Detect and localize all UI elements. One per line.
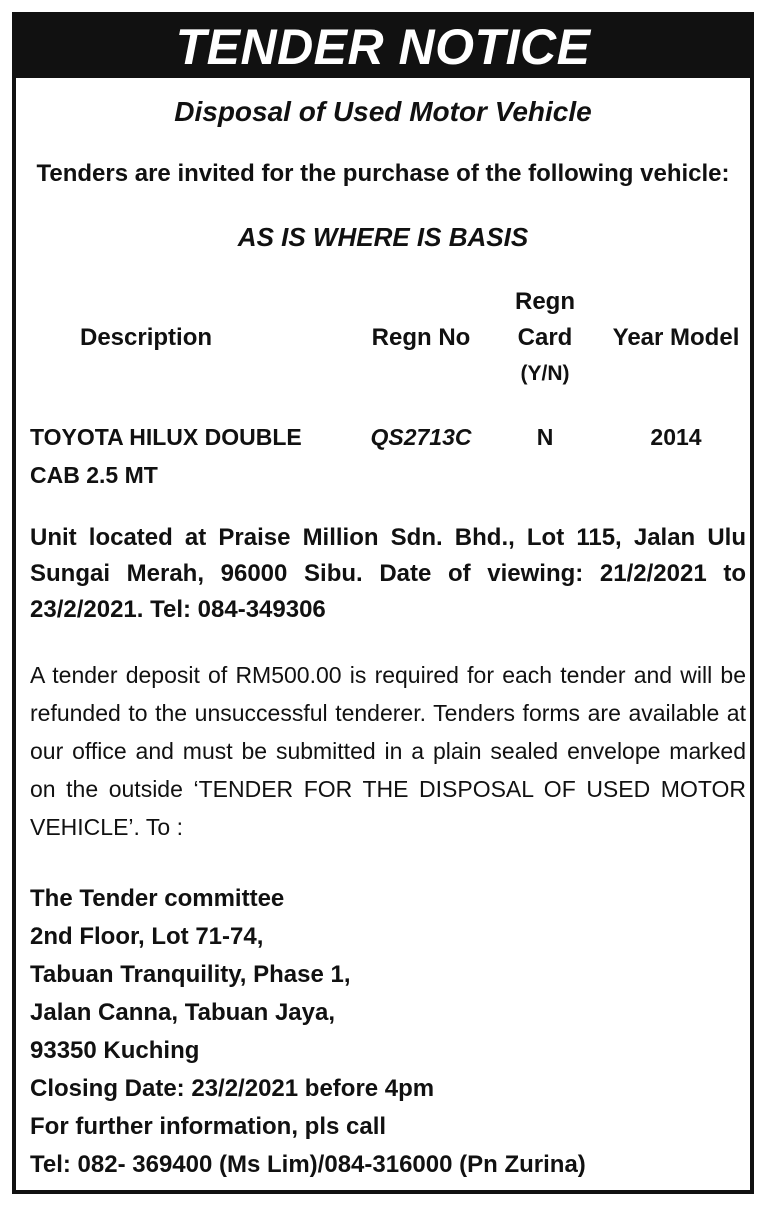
row-description-line1: TOYOTA HILUX DOUBLE <box>30 424 302 450</box>
header-regn-card <box>494 284 596 392</box>
address-line2: 2nd Floor, Lot 71-74, <box>30 923 264 950</box>
notice-frame <box>12 12 754 1194</box>
deposit-paragraph: A tender deposit of RM500.00 is required for each tender and will be refunded to the unsuccessful tenderer. Tenders forms are available at our office and must be submitted in a plain sealed envelope marked on the outside ‘TENDER FOR THE DISPOSAL OF USED MOTOR VEHICLE’. To : <box>30 662 746 840</box>
header-regn-card-line2: Card <box>517 324 573 351</box>
header-description: Description <box>79 324 213 351</box>
row-description-line2: CAB 2.5 MT <box>30 462 158 488</box>
basis-text: AS IS WHERE IS BASIS <box>237 222 529 252</box>
address-line3: Tabuan Tranquility, Phase 1, <box>30 961 351 988</box>
notice-subtitle: Disposal of Used Motor Vehicle <box>174 96 592 127</box>
header-year-model: Year Model <box>612 324 740 351</box>
address-line4: Jalan Canna, Tabuan Jaya, <box>30 999 336 1026</box>
title-banner <box>16 16 750 78</box>
address-block <box>30 880 746 1184</box>
header-regn-card-line3: (Y/N) <box>520 362 570 385</box>
address-line5: 93350 Kuching <box>30 1037 200 1064</box>
address-line1: The Tender committee <box>30 885 285 912</box>
row-regn-card: N <box>536 424 554 450</box>
header-regn-card-line1: Regn <box>515 288 575 315</box>
notice-title: TENDER NOTICE <box>175 19 591 75</box>
row-regn-no: QS2713C <box>370 424 472 450</box>
closing-date: Closing Date: 23/2/2021 before 4pm <box>30 1075 435 1102</box>
location-paragraph: Unit located at Praise Million Sdn. Bhd., Lot 115, Jalan Ulu Sungai Merah, 96000 Sibu. Date of viewing: 21/2/2021 to 23/2/2021. Tel: 084-349306 <box>30 524 746 623</box>
row-year-model: 2014 <box>650 424 702 450</box>
contact-tel: Tel: 082- 369400 (Ms Lim)/084-316000 (Pn Zurina) <box>30 1151 586 1178</box>
row-description <box>30 418 330 494</box>
invitation-text: Tenders are invited for the purchase of the following vehicle: <box>36 160 730 187</box>
header-regn-no: Regn No <box>371 324 471 351</box>
further-info: For further information, pls call <box>30 1113 387 1140</box>
